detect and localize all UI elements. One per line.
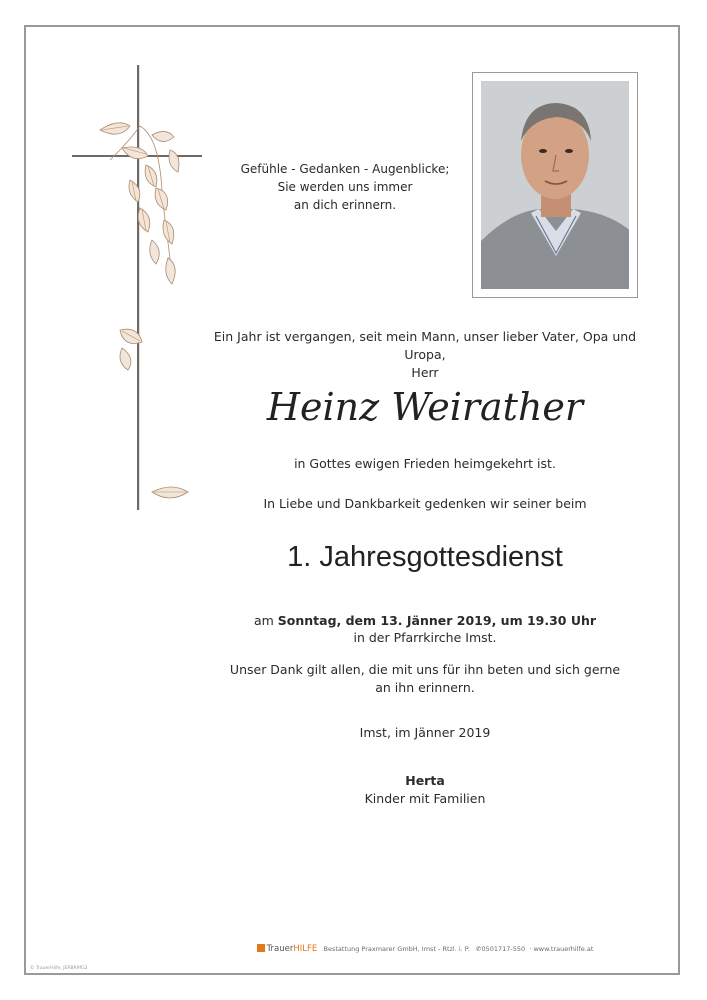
signature-family: Kinder mit Familien (364, 791, 486, 806)
brand-name (267, 944, 318, 954)
cross-with-leaves-icon (60, 60, 210, 520)
memorial-quote (215, 160, 475, 214)
place-date: Imst, im Jänner 2019 (359, 725, 491, 740)
portrait-photo (481, 81, 629, 289)
deceased-name: Heinz Weirather (266, 385, 584, 429)
portrait-frame (472, 72, 638, 298)
service-title: 1. Jahresgottesdienst (287, 541, 563, 573)
intro-text (196, 328, 654, 382)
service-datetime (196, 612, 654, 629)
footer (196, 944, 654, 954)
copyright-note: © TrauerHilfe, JERBR9fG2 (30, 966, 88, 971)
footer-company: Bestattung Praxmarer GmbH, Imst - Rtzl. i. P. (323, 945, 470, 953)
thanks-text (196, 661, 654, 697)
separator: · (529, 945, 532, 953)
passing-text: in Gottes ewigen Frieden heimgekehrt ist. (294, 456, 556, 471)
quote-line: Gefühle - Gedanken - Augenblicke; (240, 162, 450, 176)
date-bold: Sonntag, dem 13. Jänner 2019, um 19.30 Uhr (277, 613, 597, 628)
intro-line: Herr (411, 365, 439, 380)
brand-part-highlight: HILFE (293, 944, 318, 954)
footer-phone: 0501717-550 (481, 945, 526, 953)
signature (196, 772, 654, 808)
date-prefix: am (253, 613, 274, 628)
thanks-line: an ihn erinnern. (375, 680, 475, 695)
phone-icon: ✆ (476, 945, 482, 953)
quote-line: Sie werden uns immer (277, 180, 413, 194)
intro-line: Ein Jahr ist vergangen, seit mein Mann, unser lieber Vater, Opa und Uropa, (213, 329, 637, 362)
trauerhilfe-logo-icon (257, 944, 265, 952)
signature-name: Herta (405, 773, 445, 788)
service-location: in der Pfarrkirche Imst. (353, 630, 497, 645)
remembrance-text: In Liebe und Dankbarkeit gedenken wir seiner beim (263, 496, 587, 511)
thanks-line: Unser Dank gilt allen, die mit uns für ihn beten und sich gerne (229, 662, 621, 677)
service-date (196, 612, 654, 646)
brand-part: Trauer (266, 944, 294, 954)
footer-website: www.trauerhilfe.at (533, 945, 594, 953)
quote-line: an dich erinnern. (293, 198, 397, 212)
